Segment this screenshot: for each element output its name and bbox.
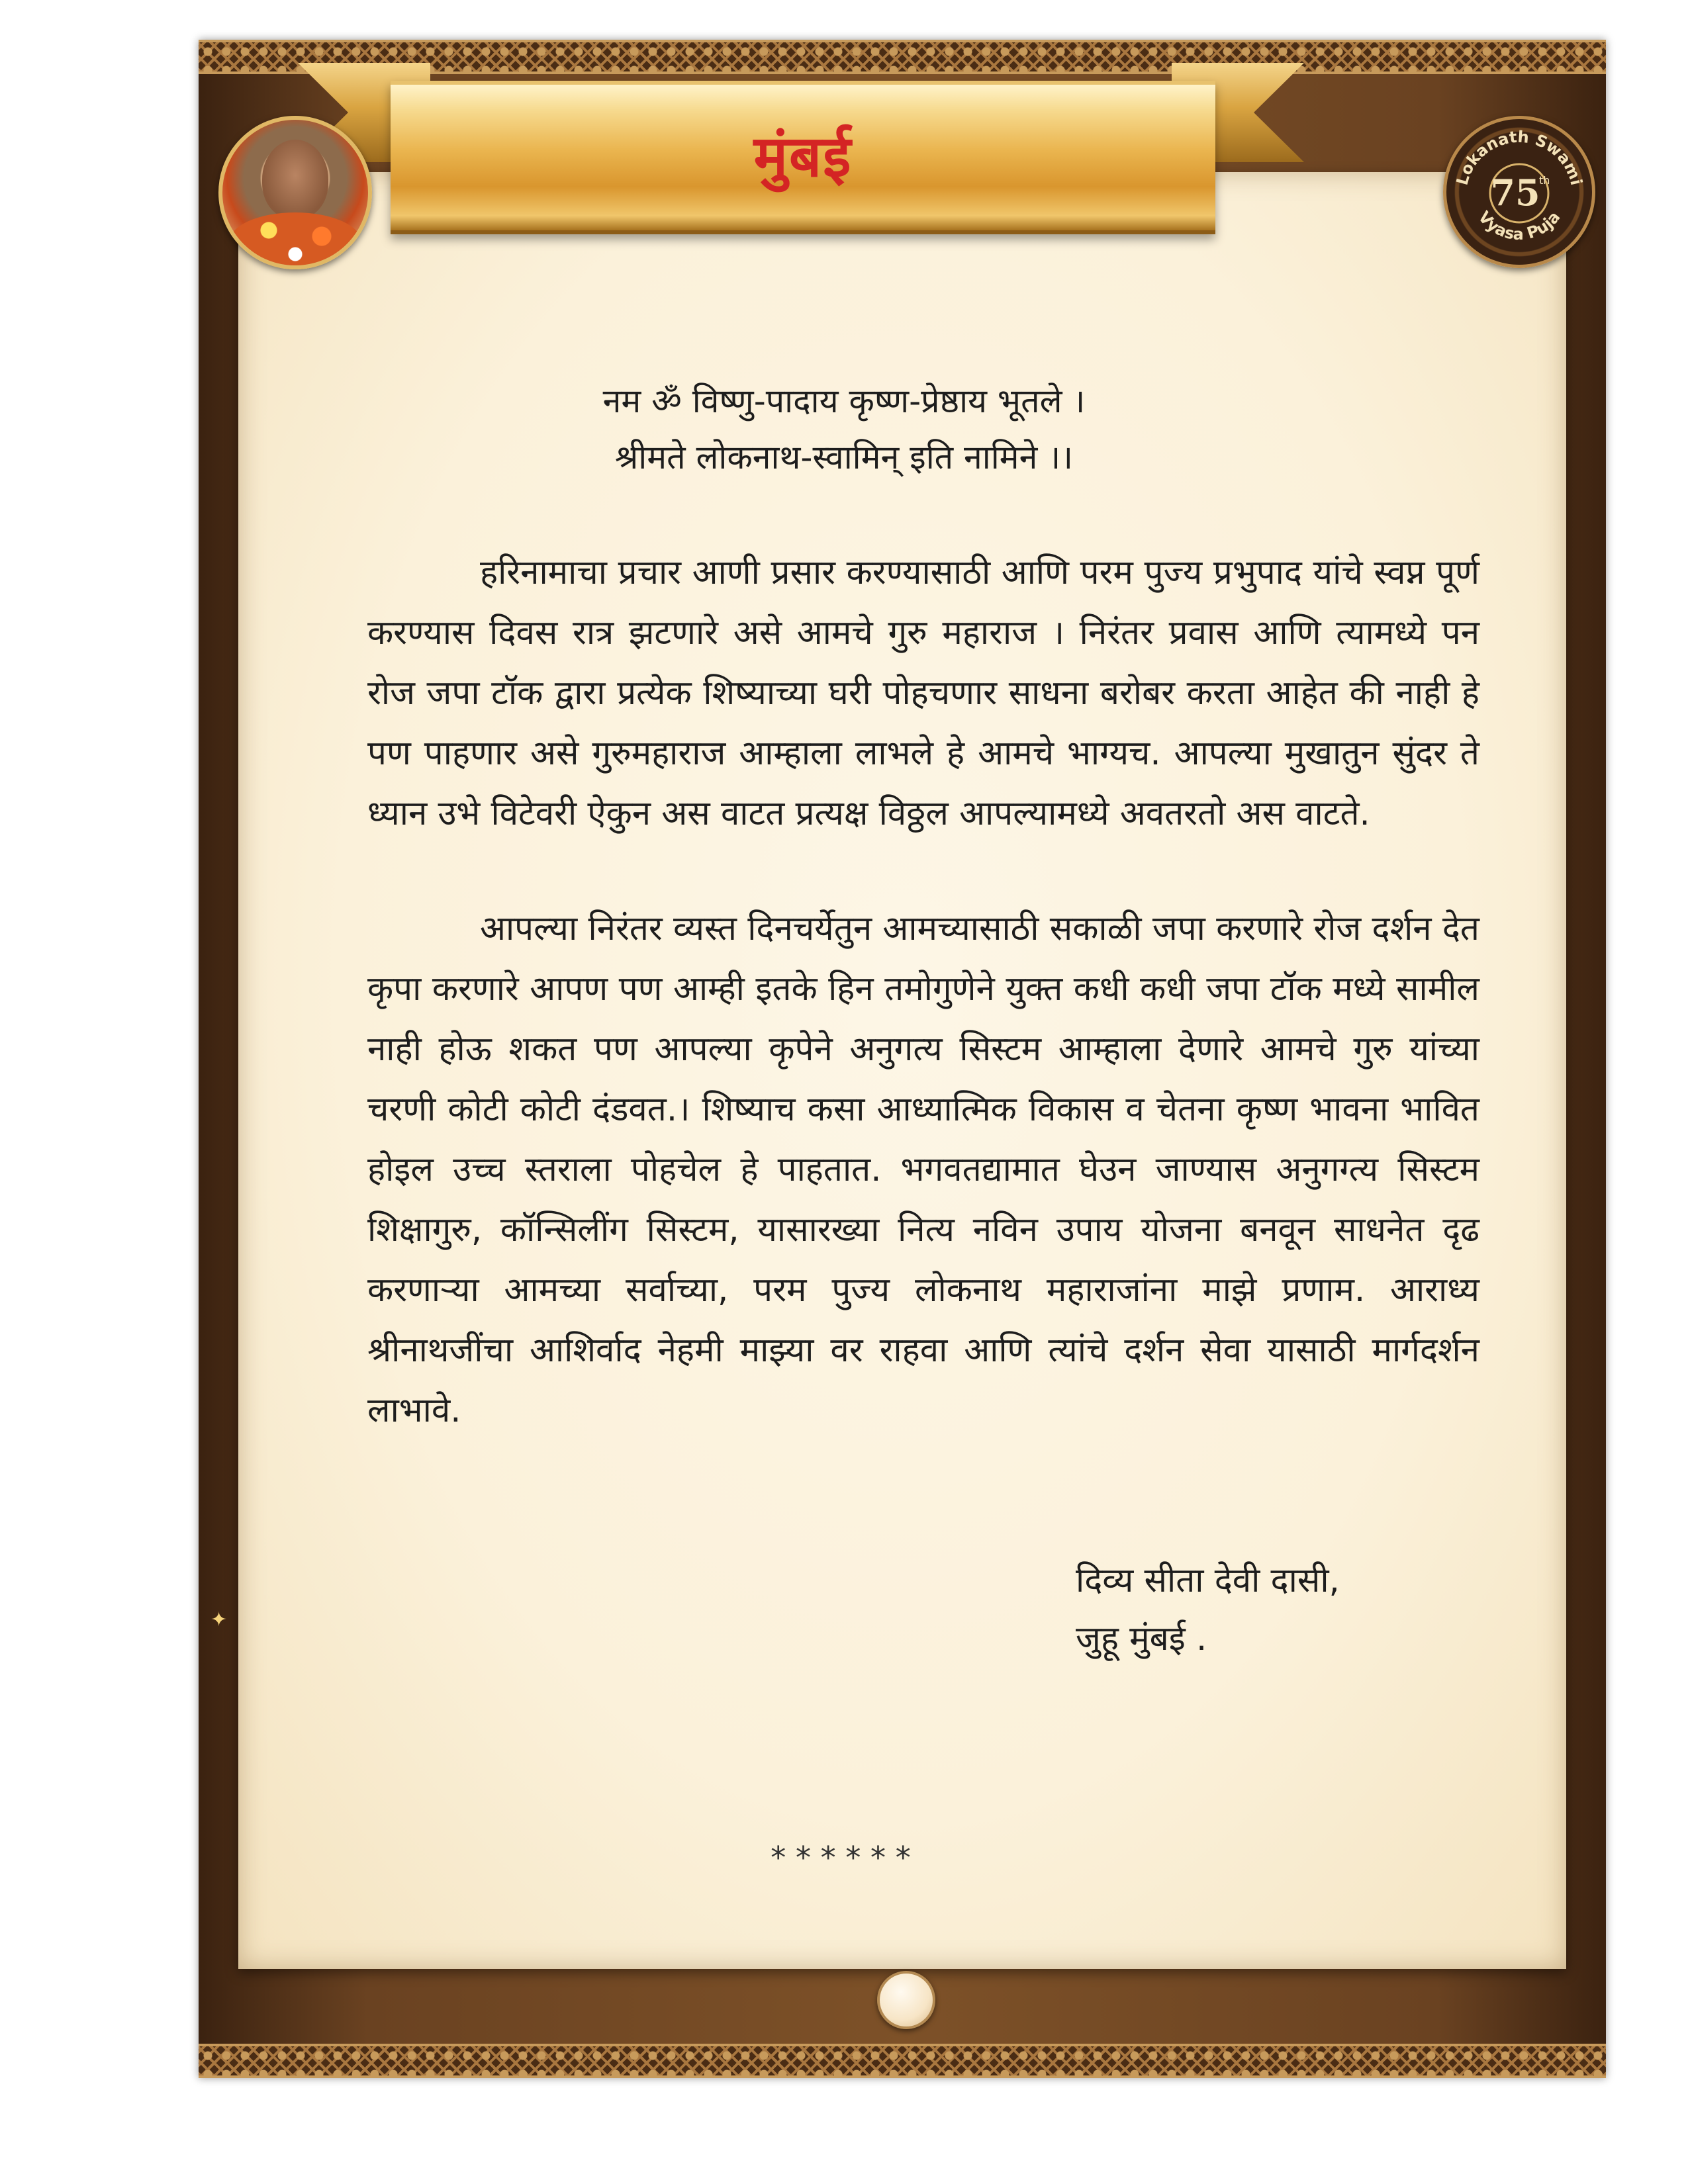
- badge-superscript: th: [1539, 174, 1550, 187]
- vyasa-puja-75th-badge: [1443, 116, 1595, 268]
- badge-number: 75: [1490, 171, 1540, 214]
- guru-portrait-medallion: [218, 116, 372, 269]
- portrait-face: [262, 140, 328, 219]
- title-ribbon: [391, 81, 1215, 234]
- end-separator: ******: [769, 1840, 919, 1876]
- bottom-pearl-ornament: [877, 1971, 935, 2029]
- sparkle-icon: ✦: [211, 1608, 228, 1631]
- portrait-garland: [229, 212, 361, 269]
- badge-top-text: Lokanath Swami: [1452, 127, 1586, 187]
- mantra-line-1: नम ॐ विष्णु-पादाय कृष्ण-प्रेष्ठाय भूतले ।: [602, 382, 1086, 420]
- signature-place: जुहू मुंबई .: [1076, 1619, 1207, 1659]
- badge-graphic: [1446, 119, 1592, 265]
- body-paragraph-2: आपल्या निरंतर व्यस्त दिनचर्येतुन आमच्यासाठी सकाळी जपा करणारे रोज दर्शन देत कृपा करणारे आपण पण आम्ही इतके हिन तमोगुणेने युक्त कधी कधी जपा टॉक मध्ये सामील नाही होऊ शकत पण आपल्या कृपेने अनुगत्य सिस्टम आम्हाला देणारे आमचे गुरु यांच्या चरणी कोटी कोटी दंडवत.। शिष्याच कसा आध्यात्मिक विकास व चेतना कृष्ण भावना भावित होइल उच्च स्तराला पोहचेल हे पाहतात. भगवतद्यामात घेउन जाण्यास अनुगग्त्य सिस्टम शिक्षागुरु, कॉन्सिलींग सिस्टम, यासारख्या नित्य नविन उपाय योजना बनवून साधनेत दृढ करणाऱ्या आमच्या सर्वाच्या, परम पुज्य लोकनाथ महाराजांना माझे प्रणाम. आराध्य श्रीनाथजींचा आशिर्वाद नेहमी माझ्या वर राहवा आणि त्यांचे दर्शन सेवा यासाठी मार्गदर्शन लाभावे.: [367, 909, 1479, 1430]
- badge-bottom-text: Vyasa Puja: [1474, 207, 1564, 244]
- mantra-line-2: श्रीमते लोकनाथ-स्वामिन् इति नामिने ।।: [614, 438, 1074, 477]
- body-paragraph-1: हरिनामाचा प्रचार आणी प्रसार करण्यासाठी आणि परम पुज्य प्रभुपाद यांचे स्वप्न पूर्ण करण्यास दिवस रात्र झटणारे असे आमचे गुरु महाराज । निरंतर प्रवास आणि त्यामध्ये पन रोज जपा टॉक द्वारा प्रत्येक शिष्याच्या घरी पोहचणार साधना बरोबर करता आहेत की नाही हे पण पाहणार असे गुरुमहाराज आम्हाला लाभले हे आमचे भाग्यच. आपल्या मुखातुन सुंदर ते ध्यान उभे विटेवरी ऐकुन अस वाटत प्रत्यक्ष विठ्ठल आपल्यामध्ये अवतरतो अस वाटते.: [367, 553, 1479, 833]
- signature-name: दिव्य सीता देवी दासी,: [1076, 1561, 1340, 1600]
- page-title: मुंबई: [753, 123, 853, 190]
- bottom-ornamental-border: [199, 2044, 1606, 2078]
